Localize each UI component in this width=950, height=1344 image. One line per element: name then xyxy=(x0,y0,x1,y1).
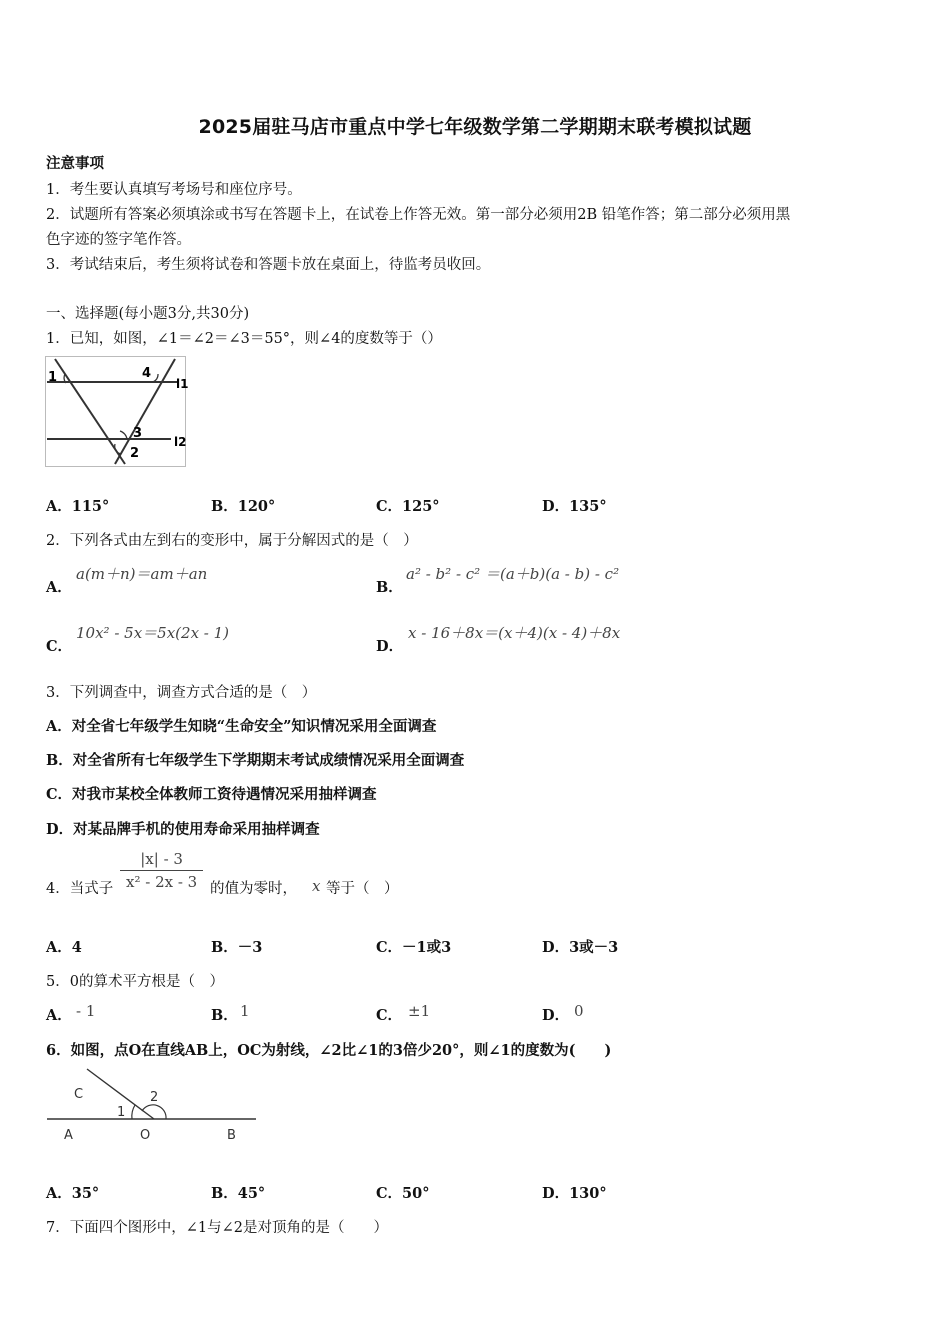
question-4-stem-post: 的值为零时， xyxy=(210,881,297,897)
option-c[interactable]: C． xyxy=(376,1007,403,1024)
option-b[interactable]: B．120° xyxy=(211,498,276,515)
option-c[interactable]: C．50° xyxy=(376,1185,430,1202)
option-b[interactable]: B． xyxy=(211,1007,238,1024)
option-c[interactable]: C．125° xyxy=(376,498,440,515)
option-d[interactable]: D．3或－3 xyxy=(542,939,619,956)
question-4-fraction xyxy=(120,850,203,891)
notice-item: 1．考生要认真填写考场号和座位序号。 xyxy=(46,182,302,198)
option-d-value: 0 xyxy=(574,1002,584,1020)
option-b[interactable]: B．－3 xyxy=(211,939,263,956)
option-d[interactable]: D．对某品牌手机的使用寿命采用抽样调查 xyxy=(46,821,320,838)
fig-label: 2 xyxy=(130,446,140,461)
option-d[interactable]: D．130° xyxy=(542,1185,607,1202)
fig-label: 1 xyxy=(48,370,58,385)
option-a[interactable]: A．对全省七年级学生知晓“生命安全”知识情况采用全面调查 xyxy=(46,718,437,735)
notice-item: 3．考试结束后，考生须将试卷和答题卡放在桌面上，待监考员收回。 xyxy=(46,257,491,273)
option-d[interactable]: D． xyxy=(376,638,404,655)
fig-label: 4 xyxy=(142,366,152,381)
fig-label: O xyxy=(140,1128,151,1143)
fraction-numerator: |x| - 3 xyxy=(120,850,203,871)
notice-item: 色字迹的签字笔作答。 xyxy=(46,232,191,248)
option-b-expr: a² - b² - c² ＝(a＋b)(a - b) - c² xyxy=(406,565,620,583)
option-d[interactable]: D． xyxy=(542,1007,570,1024)
option-b-value: 1 xyxy=(240,1002,250,1020)
question-7-stem: 7．下面四个图形中，∠1与∠2是对顶角的是（ ） xyxy=(46,1220,388,1236)
option-b[interactable]: B．对全省所有七年级学生下学期期末考试成绩情况采用全面调查 xyxy=(46,752,465,769)
question-3-stem: 3．下列调查中，调查方式合适的是（ ） xyxy=(46,685,317,701)
option-a-expr: a(m＋n)＝am＋an xyxy=(76,565,208,583)
section-heading: 一、选择题(每小题3分,共30分) xyxy=(46,306,250,322)
option-c-expr: 10x² - 5x＝5x(2x - 1) xyxy=(76,624,230,642)
question-6-figure xyxy=(44,1066,259,1148)
question-1-stem: 1．已知，如图，∠1＝∠2＝∠3＝55°，则∠4的度数等于（） xyxy=(46,331,442,347)
fig-label: l1 xyxy=(176,377,189,391)
fig-label: C xyxy=(74,1087,84,1102)
fig-label: B xyxy=(227,1128,236,1143)
notice-heading: 注意事项 xyxy=(46,155,104,172)
question-2-stem: 2．下列各式由左到右的变形中，属于分解因式的是（ ） xyxy=(46,533,418,549)
option-a[interactable]: A．4 xyxy=(46,939,82,956)
option-a[interactable]: A． xyxy=(46,579,72,596)
question-1-figure xyxy=(45,356,187,468)
option-c[interactable]: C．对我市某校全体教师工资待遇情况采用抽样调查 xyxy=(46,786,377,803)
fig-label: 2 xyxy=(150,1090,159,1105)
option-a-value: - 1 xyxy=(76,1002,96,1020)
fig-label: A xyxy=(64,1128,73,1143)
question-4-var: x xyxy=(312,877,321,895)
fig-label: 1 xyxy=(117,1105,126,1120)
option-a[interactable]: A． xyxy=(46,1007,72,1024)
fig-label: l2 xyxy=(174,435,187,449)
option-b[interactable]: B． xyxy=(376,579,403,596)
page-title: 2025届驻马店市重点中学七年级数学第二学期期末联考模拟试题 xyxy=(198,116,752,138)
fraction-denominator: x² - 2x - 3 xyxy=(126,873,198,891)
option-d-expr: x - 16＋8x＝(x＋4)(x - 4)＋8x xyxy=(408,624,621,642)
question-4-stem-pre: 4．当式子 xyxy=(46,881,114,897)
notice-item: 2．试题所有答案必须填涂或书写在答题卡上，在试卷上作答无效。第一部分必须用2B 铅笔作答；第二部分必须用黑 xyxy=(46,207,791,223)
option-a[interactable]: A．115° xyxy=(46,498,110,515)
question-6-stem: 6．如图，点O在直线AB上，OC为射线，∠2比∠1的3倍少20°，则∠1的度数为( ) xyxy=(46,1042,612,1059)
option-c-value: ±1 xyxy=(408,1002,431,1020)
option-c[interactable]: C． xyxy=(46,638,73,655)
option-a[interactable]: A．35° xyxy=(46,1185,100,1202)
question-4-stem-end: 等于（ ） xyxy=(326,881,399,897)
option-b[interactable]: B．45° xyxy=(211,1185,266,1202)
question-5-stem: 5．0的算术平方根是（ ） xyxy=(46,974,224,990)
option-c[interactable]: C．－1或3 xyxy=(376,939,452,956)
option-d[interactable]: D．135° xyxy=(542,498,607,515)
fig-label: 3 xyxy=(133,426,143,441)
